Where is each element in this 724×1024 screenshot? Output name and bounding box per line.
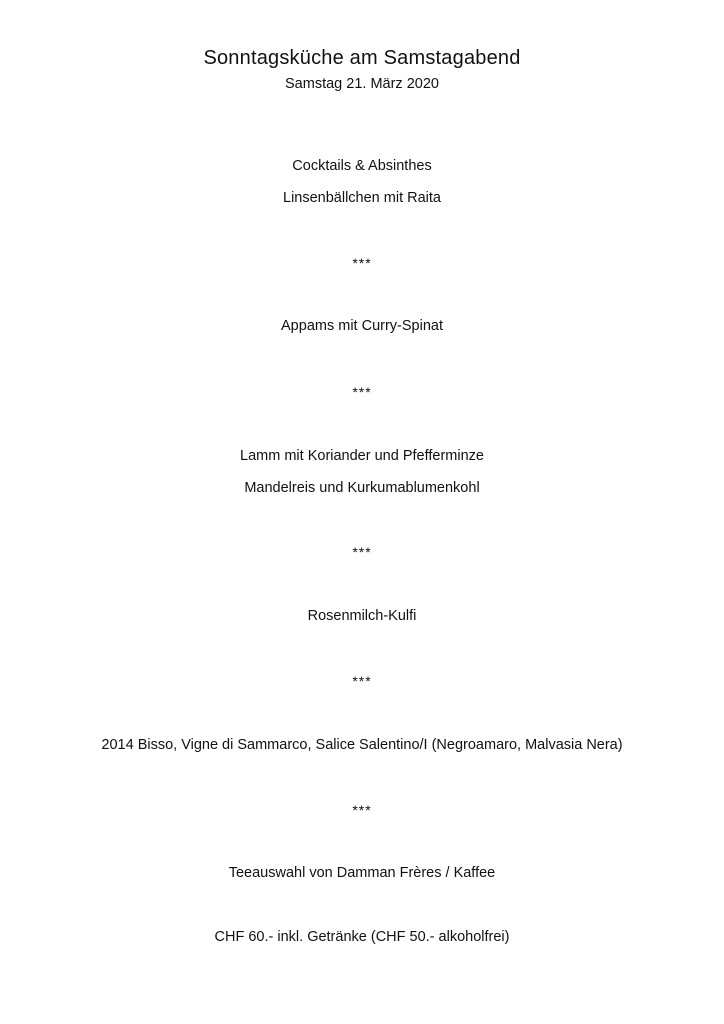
- menu-item-cocktails: Cocktails & Absinthes: [292, 158, 432, 174]
- price-line: CHF 60.- inkl. Getränke (CHF 50.- alkoholfrei): [214, 929, 510, 945]
- course-separator: ***: [352, 544, 372, 560]
- course-separator: ***: [352, 802, 372, 818]
- event-date: Samstag 21. März 2020: [285, 76, 439, 92]
- menu-item-mandelreis: Mandelreis und Kurkumablumenkohl: [244, 480, 480, 496]
- menu-item-linsenbaellchen: Linsenbällchen mit Raita: [283, 190, 441, 206]
- menu-item-appams: Appams mit Curry-Spinat: [281, 318, 443, 334]
- course-separator: ***: [352, 255, 372, 271]
- course-separator: ***: [352, 673, 372, 689]
- menu-item-kulfi: Rosenmilch-Kulfi: [307, 608, 417, 624]
- menu-item-lamm: Lamm mit Koriander und Pfefferminze: [240, 448, 484, 464]
- course-separator: ***: [352, 384, 372, 400]
- menu-item-tea-coffee: Teeauswahl von Damman Frères / Kaffee: [228, 865, 496, 881]
- page-title: Sonntagsküche am Samstagabend: [203, 47, 521, 69]
- menu-item-wine: 2014 Bisso, Vigne di Sammarco, Salice Salentino/I (Negroamaro, Malvasia Nera): [101, 737, 623, 753]
